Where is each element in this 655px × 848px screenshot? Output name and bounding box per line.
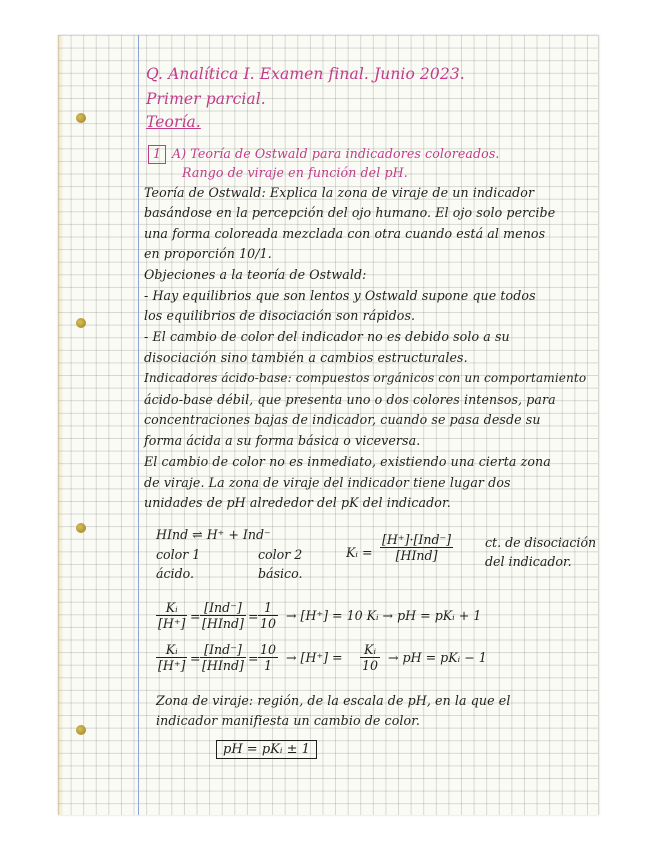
equals-sign: = bbox=[248, 651, 259, 666]
binder-hole bbox=[76, 725, 86, 735]
eq2-f1-den: [H⁺] bbox=[158, 658, 186, 673]
eq2-f4-den: 10 bbox=[362, 658, 379, 673]
body-line: unidades de pH alrededor del pK del indicador. bbox=[144, 495, 451, 510]
body-line: basándose en la percepción del ojo humano. El ojo solo percibe bbox=[144, 205, 556, 220]
body-line: concentraciones bajas de indicador, cuando se pasa desde su bbox=[144, 412, 541, 427]
body-line: los equilibrios de disociación son rápidos. bbox=[144, 308, 416, 323]
binder-hole bbox=[76, 318, 86, 328]
acid-form-label: ácido. bbox=[156, 566, 195, 581]
eq1-fraction-3 bbox=[258, 600, 278, 631]
eq2-f2-num: [Ind⁻] bbox=[200, 642, 246, 658]
body-line: Objeciones a la teoría de Ostwald: bbox=[144, 267, 367, 282]
exam-title: Q. Analítica I. Examen final. Junio 2023. bbox=[146, 65, 465, 83]
eq2-f2-den: [HInd] bbox=[202, 658, 244, 673]
eq1-f2-num: [Ind⁻] bbox=[200, 600, 246, 616]
ki-denominator: [HInd] bbox=[395, 548, 438, 563]
eq2-f3-num: 10 bbox=[260, 642, 277, 657]
equilibrium-reaction: HInd ⇌ H⁺ + Ind⁻ bbox=[156, 527, 271, 542]
eq2-fraction-2 bbox=[200, 642, 246, 673]
binder-hole bbox=[76, 523, 86, 533]
eq1-f1-num: Kᵢ bbox=[156, 600, 187, 616]
eq1-f3-den: 10 bbox=[260, 616, 277, 631]
ki-description-2: del indicador. bbox=[485, 554, 572, 569]
equals-sign: = bbox=[190, 609, 201, 624]
eq1-fraction-1 bbox=[156, 600, 187, 631]
ki-fraction bbox=[380, 532, 453, 563]
equals-sign: = bbox=[190, 651, 201, 666]
base-color-label: color 2 bbox=[258, 547, 303, 562]
zona-line-2: indicador manifiesta un cambio de color. bbox=[156, 713, 421, 728]
part-title: Primer parcial. bbox=[146, 90, 266, 108]
section-title: Teoría. bbox=[146, 113, 201, 131]
ki-description-1: ct. de disociación bbox=[485, 535, 597, 550]
body-line: forma ácida a su forma básica o viceversa. bbox=[144, 433, 421, 448]
body-line: disociación sino también a cambios estructurales. bbox=[144, 350, 468, 365]
eq1-f3-num: 1 bbox=[258, 600, 278, 616]
notebook-page bbox=[58, 35, 599, 815]
body-line: Teoría de Ostwald: Explica la zona de viraje de un indicador bbox=[144, 185, 535, 200]
eq2-fraction-4 bbox=[360, 642, 380, 673]
eq1-f2-den: [HInd] bbox=[202, 616, 244, 631]
ph-range-formula: pH = pKᵢ ± 1 bbox=[216, 740, 317, 759]
question-line-2: Rango de viraje en función del pH. bbox=[182, 165, 408, 180]
zona-line-1: Zona de viraje: región, de la escala de pH, en la que el bbox=[156, 693, 511, 708]
base-form-label: básico. bbox=[258, 566, 303, 581]
eq2-fraction-3 bbox=[258, 642, 278, 673]
eq1-fraction-2 bbox=[200, 600, 246, 631]
acid-color-label: color 1 bbox=[156, 547, 201, 562]
eq1-f1-den: [H⁺] bbox=[158, 616, 186, 631]
equals-sign: = bbox=[248, 609, 259, 624]
question-line-1: A) Teoría de Ostwald para indicadores coloreados. bbox=[172, 146, 500, 161]
eq1-result: → [H⁺] = 10 Kᵢ → pH = pKᵢ + 1 bbox=[286, 608, 482, 623]
body-line: Indicadores ácido-base: compuestos orgánicos con un comportamiento bbox=[144, 371, 587, 385]
eq2-middle: → [H⁺] = bbox=[286, 650, 343, 665]
body-line: una forma coloreada mezclada con otra cuando está al menos bbox=[144, 226, 546, 241]
binder-hole bbox=[76, 113, 86, 123]
body-line: El cambio de color no es inmediato, existiendo una cierta zona bbox=[144, 454, 551, 469]
question-number: 1 bbox=[148, 145, 166, 164]
body-line: de viraje. La zona de viraje del indicador tiene lugar dos bbox=[144, 475, 511, 490]
body-line: - El cambio de color del indicador no es debido solo a su bbox=[144, 329, 510, 344]
margin-line bbox=[138, 35, 139, 815]
body-line: en proporción 10/1. bbox=[144, 246, 272, 261]
body-line: ácido-base débil, que presenta uno o dos colores intensos, para bbox=[144, 392, 556, 407]
ki-numerator: [H⁺]·[Ind⁻] bbox=[382, 532, 452, 547]
eq2-result: → pH = pKᵢ − 1 bbox=[388, 650, 487, 665]
eq2-f3-den: 1 bbox=[264, 658, 273, 673]
eq2-f1-num: Kᵢ bbox=[156, 642, 187, 658]
eq2-fraction-1 bbox=[156, 642, 187, 673]
ki-symbol: Kᵢ = bbox=[346, 545, 373, 560]
eq2-f4-num: Kᵢ bbox=[360, 642, 380, 658]
body-line: - Hay equilibrios que son lentos y Ostwald supone que todos bbox=[144, 288, 536, 303]
